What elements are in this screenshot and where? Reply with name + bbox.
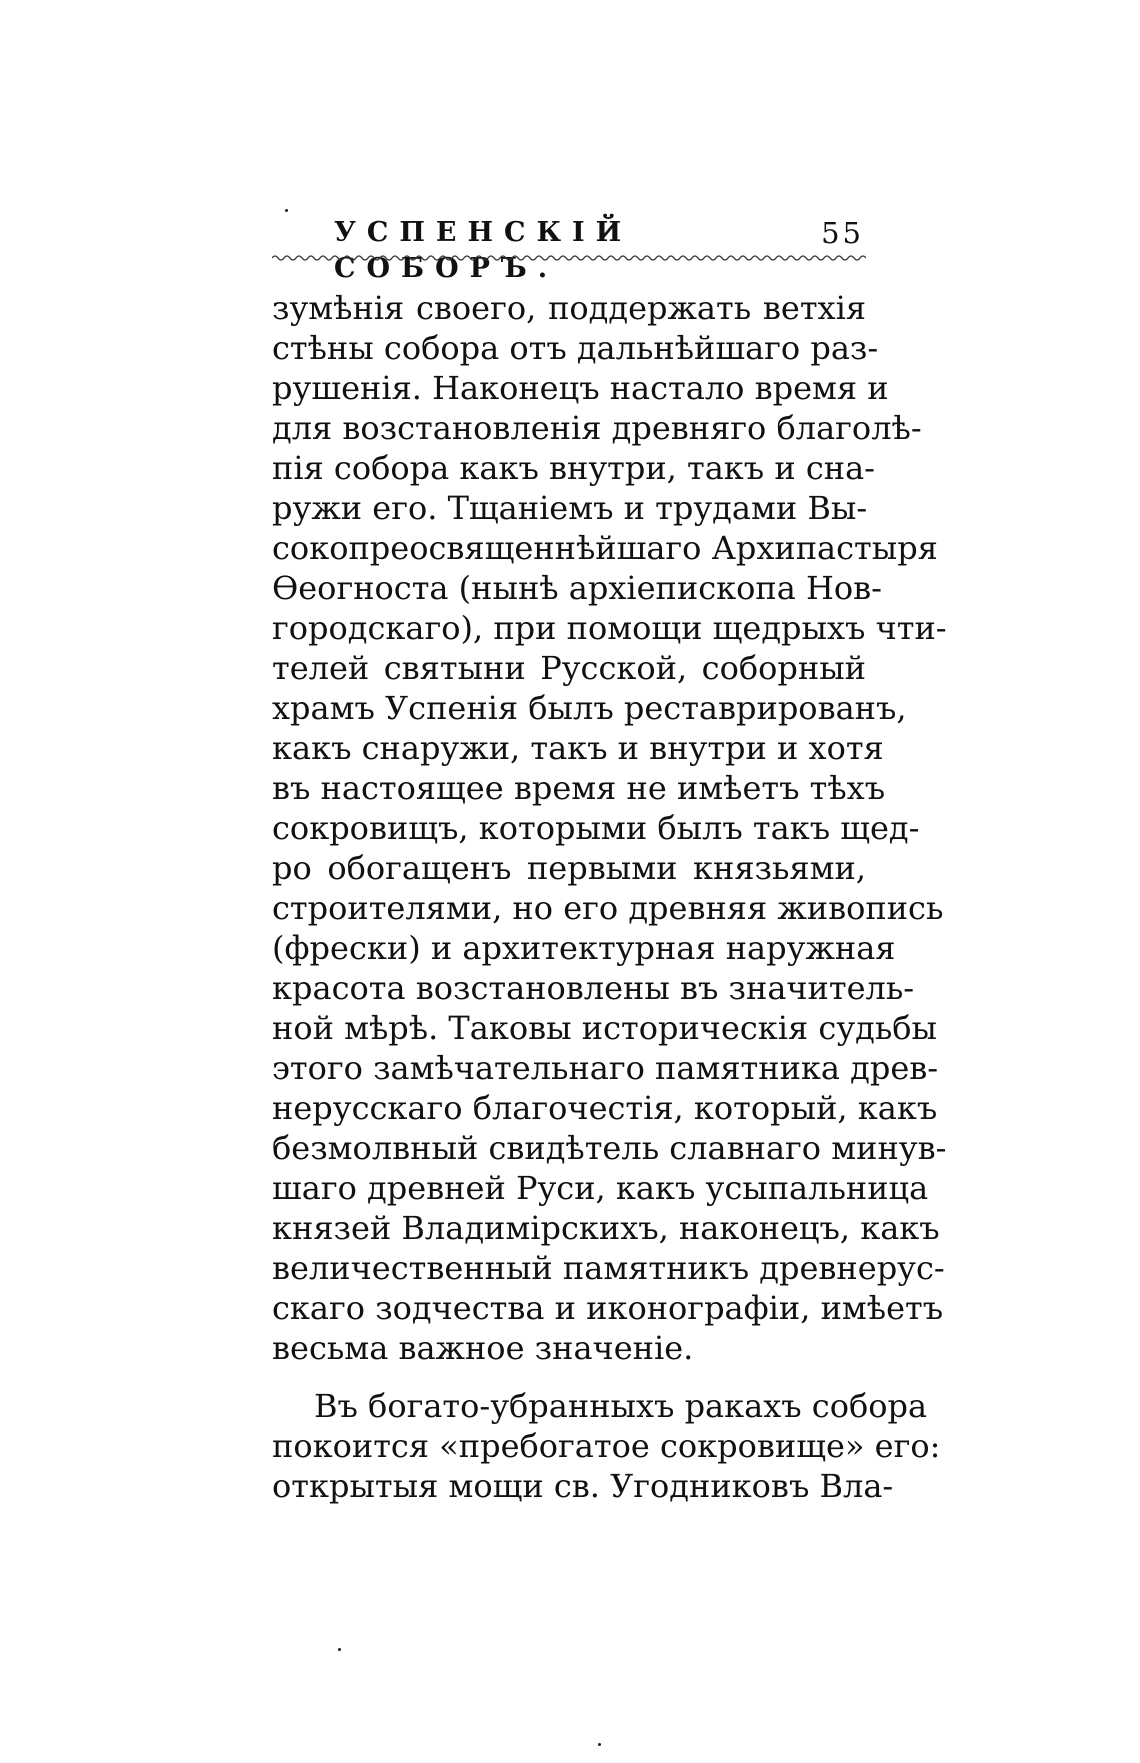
text-line: пія собора какъ внутри, такъ и сна- (272, 449, 875, 487)
text-line: князей Владимірскихъ, наконецъ, какъ (272, 1209, 940, 1247)
text-line: сокровищъ, которыми былъ такъ щед- (272, 809, 920, 847)
decorative-wavy-rule (272, 254, 866, 262)
text-line: весьма важное значеніе. (272, 1329, 694, 1367)
running-title: УСПЕНСКІЙ СОБОРЪ. (334, 217, 633, 284)
text-line: Ѳеогноста (нынѣ архіепископа Нов- (272, 569, 882, 607)
text-line: ружи его. Тщаніемъ и трудами Вы- (272, 489, 868, 527)
paragraph-2 (272, 1386, 941, 1506)
text-line: этого замѣчательнаго памятника древ- (272, 1049, 939, 1087)
text-line: зумѣнія своего, поддержать ветхія (272, 289, 866, 327)
text-line: сокопреосвященнѣйшаго Архипастыря (272, 529, 938, 567)
page-number: 55 (821, 216, 864, 250)
text-line: открытыя мощи св. Угодниковъ Вла- (272, 1467, 894, 1505)
text-line: въ настоящее время не имѣетъ тѣхъ (272, 769, 886, 807)
paragraph-gap (272, 1368, 866, 1386)
print-speck (285, 209, 288, 212)
text-line: храмъ Успенія былъ реставрированъ, (272, 689, 907, 727)
paragraph-1 (272, 288, 947, 1368)
text-line: (фрески) и архитектурная наружная (272, 929, 896, 967)
text-line: какъ снаружи, такъ и внутри и хотя (272, 729, 884, 767)
body-text (272, 288, 947, 1506)
text-line: величественный памятникъ древнерус- (272, 1249, 945, 1287)
text-line: безмолвный свидѣтель славнаго минув- (272, 1129, 947, 1167)
print-speck (338, 1648, 341, 1651)
text-line: Въ богато-убранныхъ ракахъ собора (314, 1387, 928, 1425)
text-line: ной мѣрѣ. Таковы историческія судьбы (272, 1009, 937, 1047)
text-line: стѣны собора отъ дальнѣйшаго раз- (272, 329, 879, 367)
text-line: шаго древней Руси, какъ усыпальница (272, 1169, 929, 1207)
text-line: рушенія. Наконецъ настало время и (272, 369, 889, 407)
print-speck (598, 1743, 601, 1746)
text-line: ро обогащенъ первыми князьями, (272, 849, 866, 887)
text-line: для возстановленія древняго благолѣ- (272, 409, 922, 447)
text-line: телей святыни Русской, соборный (272, 649, 866, 687)
text-line: нерусскаго благочестія, который, какъ (272, 1089, 938, 1127)
running-header (272, 215, 872, 284)
text-line: городскаго), при помощи щедрыхъ чти- (272, 609, 947, 647)
text-line: скаго зодчества и иконографіи, имѣетъ (272, 1289, 944, 1327)
text-line: строителями, но его древняя живопись (272, 889, 944, 927)
text-line: покоится «пребогатое сокровище» его: (272, 1427, 941, 1465)
text-line: красота возстановлены въ значитель- (272, 969, 915, 1007)
